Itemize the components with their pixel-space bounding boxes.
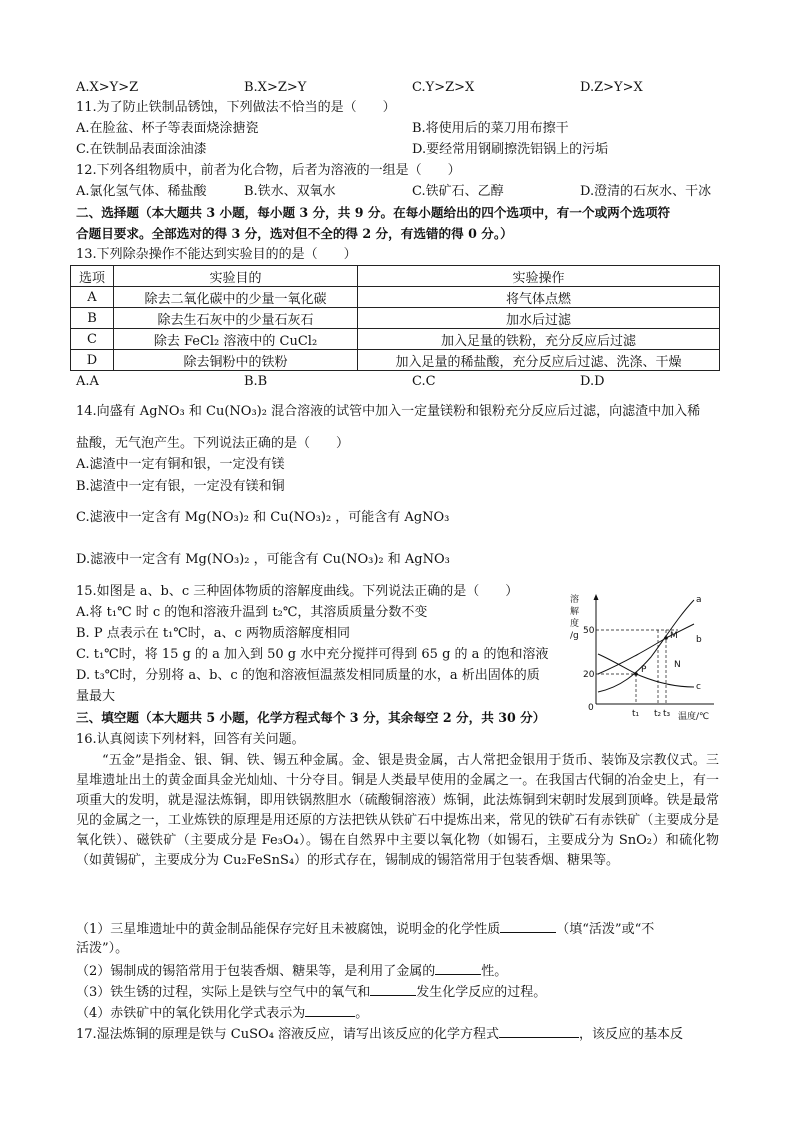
- q12-stem: 12.下列各组物质中，前者为化合物，后者为溶液的一组是（ ）: [76, 163, 461, 178]
- answer-blank[interactable]: [500, 918, 556, 933]
- q16-material: “五金”是指金、银、铜、铁、锡五种金属。金、银是贵金属，古人常把金银用于货币、装饰及宗教仪式。三星堆遗址出土的黄金面具金光灿灿、十分夺目。铜是人类最早使用的金属之一。在我国古代铜的冶金史上，有一项重大的发明，就是湿法炼铜，即用铁锅熬胆水（硫酸铜溶液）炼铜，此法炼铜到宋朝时发展到顶峰。铁是最常见的金属之一，工业炼铁的原理是用还原的方法把铁从铁矿石中提炼出来，常见的铁矿石有赤铁矿（主要成分是氧化铁）、磁铁矿（主要成分是 Fe₃O₄）。锡在自然界中主要以氧化物（如锡石，主要成分为 SnO₂）和硫化物（如黄锡矿，主要成分为 Cu₂FeSnS₄）的形式存在，锡制成的锡箔常用于包装香烟、糖果等。: [76, 753, 719, 868]
- y-axis-arrow: [594, 594, 599, 600]
- answer-blank[interactable]: [499, 1023, 579, 1038]
- table-cell: D: [71, 350, 114, 371]
- table-cell: 除去生石灰中的少量石灰石: [114, 308, 358, 329]
- q10-options: [76, 78, 726, 98]
- q11-option-c: C.在铁制品表面涂油漆: [76, 142, 207, 157]
- x-tick-label: t₂: [654, 709, 662, 719]
- table-row: [71, 329, 720, 350]
- section2-heading-line1: 二、选择题（本大题共 3 小题，每小题 3 分，共 9 分。在每小题给出的四个选项中，有一个或两个选项符: [76, 205, 671, 220]
- q13-option-d: D.D: [580, 374, 605, 389]
- q13-option-b: B.B: [244, 374, 268, 389]
- q14-option-c: C.滤液中一定含有 Mg(NO₃)₂ 和 Cu(NO₃)₂ ，可能含有 AgNO₃: [76, 510, 450, 525]
- figure-ylabel-char: 度: [570, 619, 580, 629]
- q13-option-a: A.A: [76, 374, 99, 389]
- q16-sub1-cont: 活泼”）。: [76, 941, 129, 956]
- point-p-dot: [634, 672, 638, 676]
- q11-option-a: A.在脸盆、杯子等表面烧涂搪瓷: [76, 121, 259, 136]
- y-tick-label: 0: [588, 703, 594, 713]
- q16-sub2-text: （2）锡制成的锡箔常用于包装香烟、糖果等，是利用了金属的: [76, 964, 436, 979]
- answer-blank[interactable]: [435, 960, 481, 975]
- q16-sub3-text-cont: 发生化学反应的过程。: [416, 985, 547, 1000]
- q17-text-cont: ，该反应的基本反: [579, 1027, 684, 1042]
- q11-option-b: B.将使用后的菜刀用布擦干: [412, 121, 569, 136]
- point-m-dot: [664, 636, 668, 640]
- q13-option-c: C.C: [412, 374, 436, 389]
- q16-sub1-text-cont: （填“活泼”或“不: [556, 922, 655, 937]
- q14-stem-line2: 盐酸，无气泡产生。下列说法正确的是（ ）: [76, 436, 350, 451]
- q16-sub3: [76, 981, 546, 1003]
- q16-sub1: [76, 918, 654, 940]
- table-header-row: [71, 266, 720, 287]
- q16-sub2: [76, 960, 507, 982]
- table-cell: 加水后过滤: [358, 308, 720, 329]
- y-tick-label: 50: [583, 626, 595, 636]
- q16-sub2-text-cont: 性。: [481, 964, 508, 979]
- figure-ylabel-char: 解: [570, 607, 580, 617]
- q11-option-d: D.要经常用钢刷擦洗铝锅上的污垢: [412, 142, 609, 157]
- q16-sub4: [76, 1002, 368, 1024]
- table-header: 实验目的: [114, 266, 358, 287]
- table-row: [71, 350, 720, 371]
- q12-options: [76, 182, 726, 202]
- q15-option-d: D. t₃℃时，分别将 a、b、c 的饱和溶液恒温蒸发相同质量的水，a 析出固体的质: [76, 668, 540, 683]
- q16-sub4-text: （4）赤铁矿中的氧化铁用化学式表示为: [76, 1006, 306, 1021]
- q11-options-row1: [76, 119, 726, 139]
- q12-option-a: A.氯化氢气体、稀盐酸: [76, 184, 207, 199]
- table-cell: 除去二氧化碳中的少量一氧化碳: [114, 287, 358, 308]
- q13-table: [70, 265, 720, 371]
- q11-options-row2: [76, 140, 726, 160]
- y-tick-label: 20: [583, 670, 595, 680]
- curve-label-a: a: [696, 595, 702, 605]
- table-cell: 加入足量的稀盐酸，充分反应后过滤、洗涤、干燥: [358, 350, 720, 371]
- table-header: 实验操作: [358, 266, 720, 287]
- point-label-p: P: [641, 665, 647, 675]
- q11-stem: 11.为了防止铁制品锈蚀，下列做法不恰当的是（ ）: [76, 100, 396, 115]
- q14-option-d: D.滤液中一定含有 Mg(NO₃)₂ ，可能含有 Cu(NO₃)₂ 和 AgNO₃: [76, 552, 450, 567]
- q15-option-c: C. t₁℃时，将 15 g 的 a 加入到 50 g 水中充分搅拌可得到 65 g 的 a 的饱和溶液: [76, 647, 549, 662]
- section2-heading-line2: 合题目要求。全部选对的得 3 分，选对但不全的得 2 分，有选错的得 0 分。）: [76, 226, 513, 241]
- q12-option-d: D.澄清的石灰水、干冰: [580, 184, 712, 199]
- figure-ylabel-char: 溶: [570, 595, 580, 605]
- x-axis-label: 温度/℃: [678, 712, 710, 722]
- q16-sub3-text: （3）铁生锈的过程，实际上是铁与空气中的氧气和: [76, 985, 371, 1000]
- q17-text: 17.湿法炼铜的原理是铁与 CuSO₄ 溶液反应，请写出该反应的化学方程式: [76, 1027, 500, 1042]
- x-tick-label: t₁: [632, 709, 640, 719]
- q13-options: [76, 372, 726, 392]
- q16-stem: 16.认真阅读下列材料，回答有关问题。: [76, 732, 305, 747]
- curve-label-b: b: [696, 635, 702, 645]
- q10-option-d: D.Z>Y>X: [580, 80, 643, 95]
- q10-option-c: C.Y>Z>X: [412, 80, 475, 95]
- q14-option-a: A.滤渣中一定有铜和银，一定没有镁: [76, 457, 285, 472]
- q16-sub4-text-cont: 。: [355, 1006, 369, 1021]
- curve-label-c: c: [696, 682, 701, 692]
- solubility-curve-figure: [566, 592, 726, 722]
- point-label-m: M: [670, 631, 678, 641]
- table-cell: 将气体点燃: [358, 287, 720, 308]
- table-cell: 加入足量的铁粉，充分反应后过滤: [358, 329, 720, 350]
- answer-blank[interactable]: [370, 981, 416, 996]
- table-cell: C: [71, 329, 114, 350]
- q12-option-b: B.铁水、双氧水: [244, 184, 336, 199]
- q17-stem: [76, 1023, 683, 1045]
- table-cell: B: [71, 308, 114, 329]
- q15-option-d-cont: 量最大: [76, 689, 116, 704]
- table-row: [71, 287, 720, 308]
- section3-heading: 三、填空题（本大题共 5 小题，化学方程式每个 3 分，其余每空 2 分，共 30 分）: [76, 710, 546, 725]
- q10-option-a: A.X>Y>Z: [76, 80, 139, 95]
- q14-option-b: B.滤渣中一定有银，一定没有镁和铜: [76, 479, 285, 494]
- table-cell: A: [71, 287, 114, 308]
- q15-option-b: B. P 点表示在 t₁℃时，a、c 两物质溶解度相同: [76, 626, 350, 641]
- q16-sub1-text: （1）三星堆遗址中的黄金制品能保存完好且未被腐蚀，说明金的化学性质: [76, 922, 501, 937]
- figure-ylabel-char: /g: [570, 631, 579, 641]
- q12-option-c: C.铁矿石、乙醇: [412, 184, 504, 199]
- table-row: [71, 308, 720, 329]
- q10-option-b: B.X>Z>Y: [244, 80, 307, 95]
- point-label-n: N: [674, 660, 681, 670]
- table-cell: 除去铜粉中的铁粉: [114, 350, 358, 371]
- answer-blank[interactable]: [305, 1002, 355, 1017]
- q14-stem-line1: 14.向盛有 AgNO₃ 和 Cu(NO₃)₂ 混合溶液的试管中加入一定量镁粉和银粉充分反应后过滤，向滤渣中加入稀: [76, 404, 701, 419]
- q15-option-a: A.将 t₁℃ 时 c 的饱和溶液升温到 t₂℃，其溶质质量分数不变: [76, 605, 428, 620]
- q13-stem: 13.下列除杂操作不能达到实验目的的是（ ）: [76, 247, 357, 262]
- table-cell: 除去 FeCl₂ 溶液中的 CuCl₂: [114, 329, 358, 350]
- table-header: 选项: [71, 266, 114, 287]
- q15-stem: 15.如图是 a、b、c 三种固体物质的溶解度曲线。下列说法正确的是（ ）: [76, 584, 519, 599]
- x-tick-label: t₃: [663, 709, 671, 719]
